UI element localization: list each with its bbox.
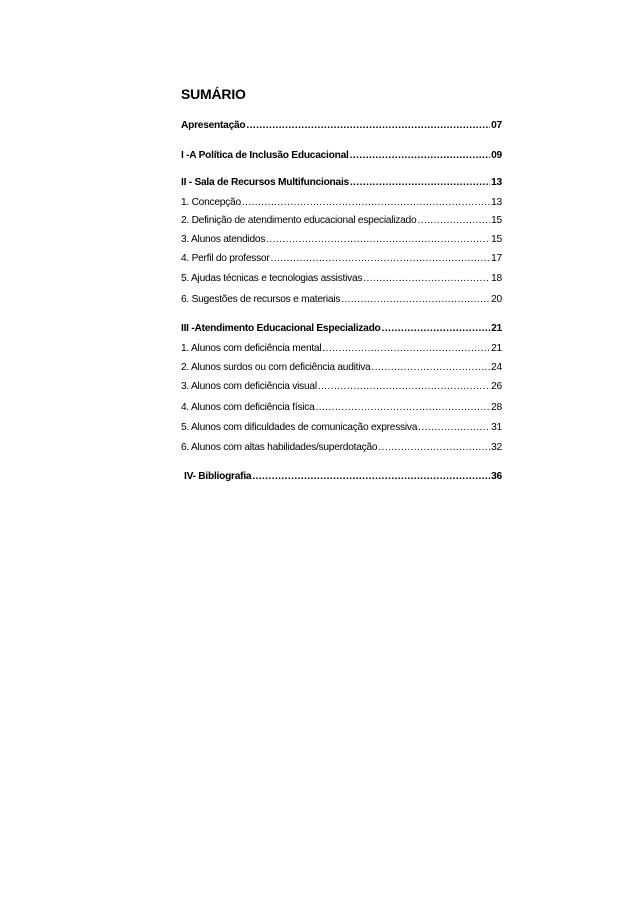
toc-entry	[181, 176, 502, 190]
toc-leader-dots	[341, 293, 490, 307]
toc-leader-dots	[271, 252, 491, 266]
toc-entry	[181, 401, 502, 415]
toc-entry	[181, 322, 502, 336]
toc-entry-label: 5. Ajudas técnicas e tecnologias assistivas	[181, 273, 363, 284]
toc-entry-page-number: 21	[491, 323, 502, 334]
toc-entry-page-number: 31	[491, 422, 502, 433]
toc-entry	[181, 380, 502, 394]
toc-leader-dots	[350, 176, 490, 190]
toc-entry-label: I -A Política de Inclusão Educacional	[181, 150, 349, 161]
toc-leader-dots	[378, 441, 490, 455]
toc-entry-page-number: 07	[491, 120, 502, 131]
toc-entry	[181, 196, 502, 210]
toc-entry-label: 4. Perfil do professor	[181, 253, 270, 264]
toc-entry-label: 1. Concepção	[181, 197, 241, 208]
toc-entry-page-number: 21	[491, 343, 502, 354]
toc-entry	[181, 214, 502, 228]
toc-leader-dots	[242, 196, 490, 210]
toc-entry	[181, 252, 502, 266]
toc-entry-label: 3. Alunos com deficiência visual	[181, 381, 317, 392]
toc-entry-page-number: 18	[491, 273, 502, 284]
toc-entry-page-number: 24	[491, 362, 502, 373]
toc-leader-dots	[363, 272, 490, 286]
toc-entry	[181, 293, 502, 307]
toc-entry-page-number: 20	[491, 294, 502, 305]
toc-entry-page-number: 17	[491, 253, 502, 264]
toc-leader-dots	[350, 149, 490, 163]
toc-leader-dots	[316, 401, 490, 415]
page-title: SUMÁRIO	[181, 86, 246, 102]
toc-entry-page-number: 13	[491, 197, 502, 208]
toc-leader-dots	[417, 214, 490, 228]
toc-entry-label: IV- Bibliografia	[184, 471, 252, 482]
toc-entry-page-number: 28	[491, 402, 502, 413]
toc-entry	[181, 361, 502, 375]
toc-entry	[184, 470, 502, 484]
toc-leader-dots	[382, 322, 491, 336]
toc-entry-page-number: 26	[491, 381, 502, 392]
toc-entry-page-number: 13	[491, 177, 502, 188]
toc-entry-page-number: 32	[491, 442, 502, 453]
toc-entry-label: 3. Alunos atendidos	[181, 234, 266, 245]
toc-entry-label: III -Atendimento Educacional Especializado	[181, 323, 381, 334]
toc-entry-label: 6. Alunos com altas habilidades/superdotação	[181, 442, 378, 453]
toc-leader-dots	[318, 380, 490, 394]
toc-entry-label: 4. Alunos com deficiência física	[181, 402, 315, 413]
toc-entry	[181, 149, 502, 163]
toc-entry	[181, 441, 502, 455]
toc-leader-dots	[266, 233, 490, 247]
toc-entry-label: 2. Alunos surdos ou com deficiência auditiva	[181, 362, 371, 373]
toc-entry-label: 6. Sugestões de recursos e materiais	[181, 294, 341, 305]
toc-leader-dots	[418, 421, 490, 435]
toc-leader-dots	[322, 342, 490, 356]
toc-leader-dots	[252, 470, 490, 484]
toc-entry	[181, 233, 502, 247]
toc-leader-dots	[371, 361, 490, 375]
toc-entry-label: 5. Alunos com dificuldades de comunicação expressiva	[181, 422, 418, 433]
toc-leader-dots	[246, 119, 490, 133]
toc-entry	[181, 119, 502, 133]
toc-entry-page-number: 36	[491, 471, 502, 482]
toc-entry-label: 2. Definição de atendimento educacional especializado	[181, 215, 417, 226]
toc-entry-label: II - Sala de Recursos Multifuncionais	[181, 177, 349, 188]
toc-entry-page-number: 09	[491, 150, 502, 161]
toc-entry	[181, 421, 502, 435]
toc-entry-page-number: 15	[491, 234, 502, 245]
toc-entry	[181, 342, 502, 356]
toc-entry-page-number: 15	[491, 215, 502, 226]
toc-entry	[181, 272, 502, 286]
toc-entry-label: Apresentação	[181, 120, 246, 131]
toc-entry-label: 1. Alunos com deficiência mental	[181, 343, 322, 354]
